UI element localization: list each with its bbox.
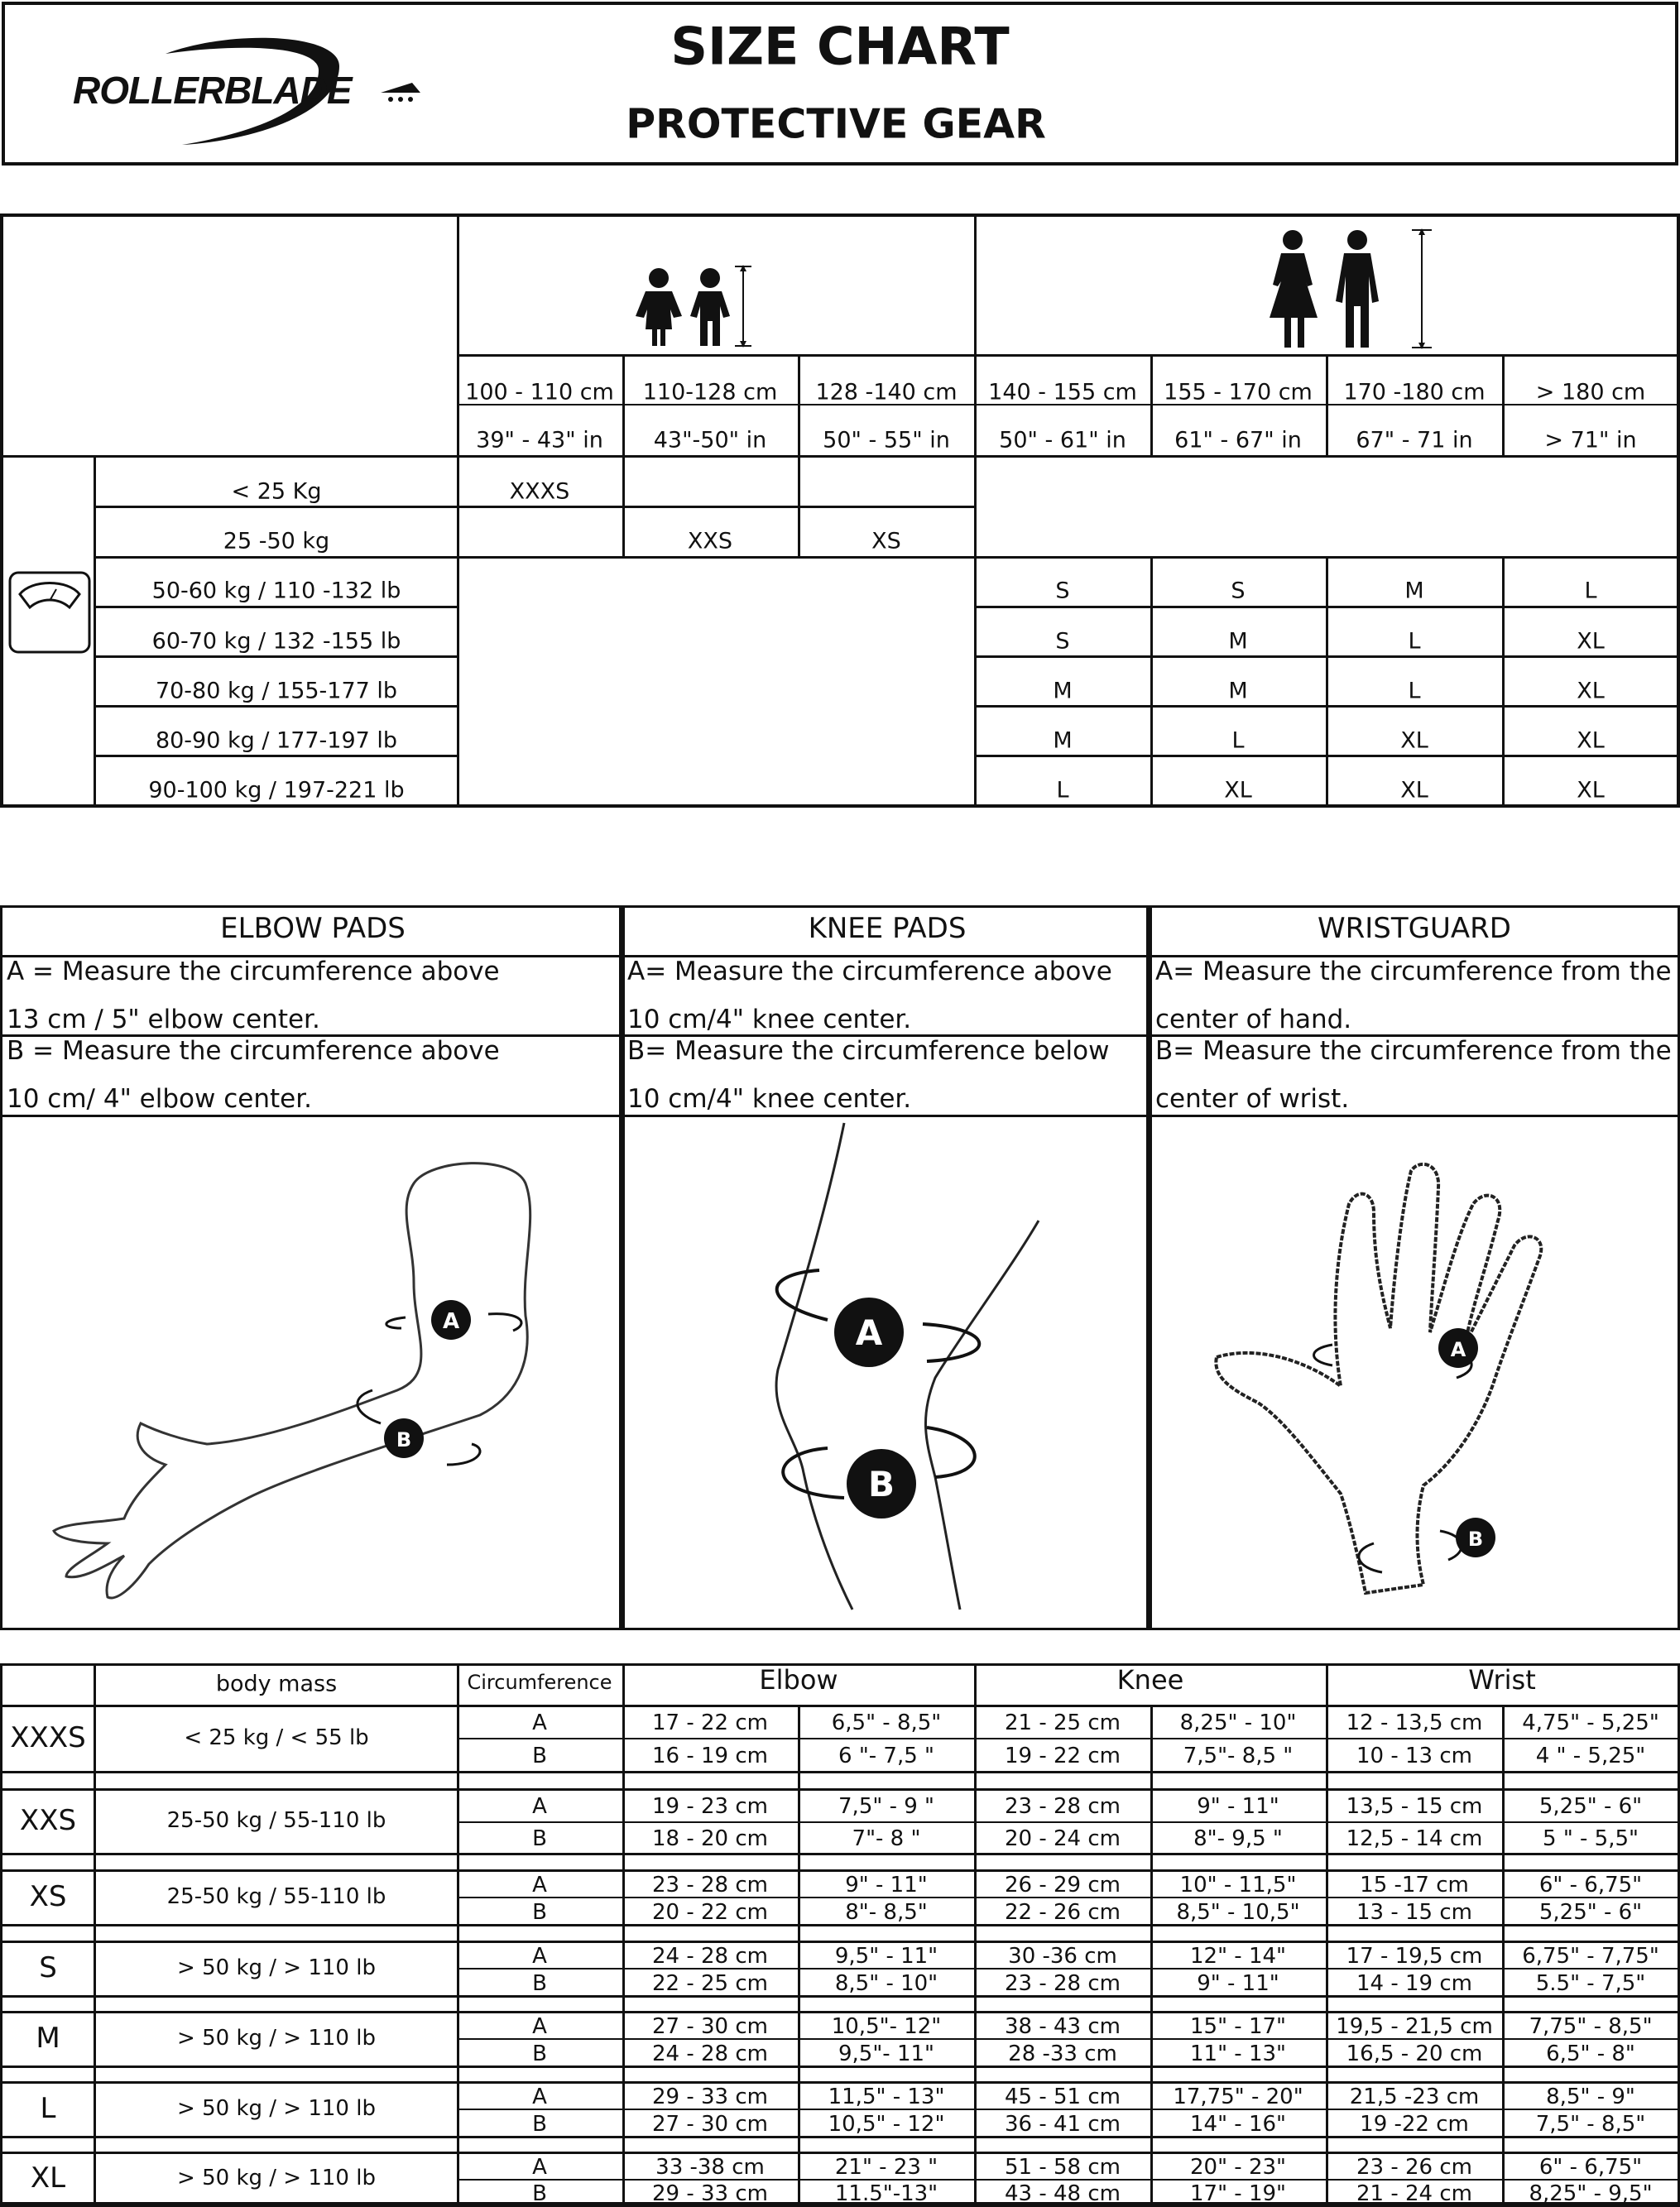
- circumference-a: A: [532, 1710, 547, 1735]
- circumference-a: A: [532, 2013, 547, 2039]
- marker-a-wrist: A: [1450, 1338, 1466, 1361]
- measure-value: 7"- 8 ": [852, 1826, 921, 1851]
- knee-instruction-b-2: 10 cm/4" knee center.: [627, 1084, 912, 1114]
- measure-value: 15 -17 cm: [1360, 1872, 1469, 1898]
- measure-value: 11.5"-13": [834, 2181, 938, 2206]
- elbow-arm-illustration: [50, 1150, 546, 1614]
- weight-row-7: 90-100 kg / 197-221 lb: [148, 777, 405, 804]
- measure-value: 23 - 28 cm: [1005, 1970, 1121, 1996]
- measure-value: 27 - 30 cm: [652, 2013, 768, 2039]
- adult-size: L: [1408, 678, 1421, 704]
- adult-size: XL: [1400, 777, 1428, 804]
- measure-value: 13,5 - 15 cm: [1346, 1794, 1483, 1819]
- height-in-2: 43"-50" in: [653, 427, 767, 453]
- weight-row-2: 25 -50 kg: [223, 528, 330, 554]
- measure-value: 6,75" - 7,75": [1522, 1943, 1659, 1969]
- scale-icon: [7, 569, 93, 655]
- measure-value: 6" - 6,75": [1538, 2154, 1643, 2180]
- measure-value: 8"- 8,5": [845, 1899, 928, 1925]
- adult-size: S: [1055, 628, 1070, 655]
- size-body-mass: > 50 kg / > 110 lb: [177, 1955, 376, 1980]
- adult-size: M: [1404, 578, 1424, 604]
- circumference-b: B: [532, 2181, 547, 2206]
- adults-height-icon: [1258, 227, 1440, 351]
- kid-size-xxs: XXS: [687, 528, 733, 554]
- measure-value: 7,75" - 8,5": [1529, 2013, 1653, 2039]
- adult-size: L: [1408, 628, 1421, 655]
- measure-value: 12 - 13,5 cm: [1346, 1710, 1483, 1735]
- circumference-a: A: [532, 1943, 547, 1969]
- kid-size-xs: XS: [871, 528, 901, 554]
- measure-value: 19 -22 cm: [1360, 2111, 1469, 2137]
- measure-value: 28 -33 cm: [1008, 2041, 1117, 2066]
- measure-value: 29 - 33 cm: [652, 2084, 768, 2109]
- wristguard-title: WRISTGUARD: [1318, 912, 1511, 945]
- adult-size: M: [1228, 678, 1248, 704]
- adult-size: L: [1231, 727, 1245, 754]
- measure-value: 9" - 11": [845, 1872, 928, 1898]
- knee-leg-illustration: [745, 1121, 1059, 1614]
- measure-value: 9" - 11": [1197, 1970, 1279, 1996]
- elbow-instruction-b-1: B = Measure the circumference above: [7, 1036, 500, 1066]
- measure-value: 10 - 13 cm: [1356, 1744, 1472, 1768]
- marker-b-knee: B: [867, 1464, 895, 1504]
- page-subtitle: PROTECTIVE GEAR: [626, 100, 1046, 148]
- elbow-instruction-b-2: 10 cm/ 4" elbow center.: [7, 1084, 312, 1114]
- adult-size: L: [1584, 578, 1597, 604]
- height-cm-1: 100 - 110 cm: [465, 379, 614, 405]
- size-body-mass: > 50 kg / > 110 lb: [177, 2166, 376, 2190]
- measure-value: 5.5" - 7,5": [1535, 1970, 1646, 1996]
- measure-value: 19,5 - 21,5 cm: [1336, 2013, 1493, 2039]
- measure-value: 13 - 15 cm: [1356, 1899, 1472, 1925]
- measure-value: 27 - 30 cm: [652, 2111, 768, 2137]
- weight-row-6: 80-90 kg / 177-197 lb: [155, 727, 398, 754]
- measure-value: 6 "- 7,5 ": [838, 1744, 934, 1768]
- weight-row-5: 70-80 kg / 155-177 lb: [155, 678, 398, 704]
- header-knee: Knee: [1116, 1664, 1184, 1696]
- height-cm-5: 155 - 170 cm: [1164, 379, 1313, 405]
- weight-row-4: 60-70 kg / 132 -155 lb: [151, 628, 401, 655]
- elbow-instruction-a-2: 13 cm / 5" elbow center.: [7, 1005, 320, 1034]
- size-body-mass: > 50 kg / > 110 lb: [177, 2096, 376, 2121]
- measure-value: 4,75" - 5,25": [1522, 1710, 1659, 1735]
- measure-value: 14" - 16": [1190, 2111, 1286, 2137]
- knee-instruction-b-1: B= Measure the circumference below: [627, 1036, 1110, 1066]
- header-circumference: Circumference: [467, 1671, 612, 1694]
- measure-value: 20 - 24 cm: [1005, 1826, 1121, 1851]
- measure-value: 14 - 19 cm: [1356, 1970, 1472, 1996]
- adult-size: XL: [1577, 628, 1605, 655]
- measure-value: 4 " - 5,25": [1535, 1744, 1646, 1768]
- height-cm-2: 110-128 cm: [642, 379, 778, 405]
- marker-a-elbow: A: [442, 1309, 460, 1334]
- height-cm-7: > 180 cm: [1535, 379, 1646, 405]
- height-in-6: 67" - 71 in: [1356, 427, 1473, 453]
- circumference-a: A: [532, 1794, 547, 1819]
- measure-value: 8,25" - 9,5": [1529, 2181, 1653, 2206]
- size-label: XL: [30, 2161, 66, 2195]
- measure-value: 17,75" - 20": [1173, 2084, 1303, 2109]
- size-body-mass: 25-50 kg / 55-110 lb: [166, 1808, 386, 1833]
- size-label: XS: [29, 1880, 67, 1913]
- measure-value: 45 - 51 cm: [1005, 2084, 1121, 2109]
- measure-value: 21" - 23 ": [834, 2154, 938, 2180]
- marker-b-wrist: B: [1467, 1528, 1484, 1551]
- marker-b-elbow: B: [396, 1428, 412, 1451]
- measure-value: 23 - 28 cm: [1005, 1794, 1121, 1819]
- height-in-7: > 71" in: [1544, 427, 1637, 453]
- adult-size: M: [1053, 727, 1073, 754]
- hand-wrist-illustration: [1208, 1154, 1639, 1601]
- measure-value: 7,5" - 9 ": [838, 1794, 934, 1819]
- size-label: XXXS: [10, 1721, 86, 1754]
- size-label: S: [39, 1951, 57, 1984]
- measure-value: 21 - 25 cm: [1005, 1710, 1121, 1735]
- page-title: SIZE CHART: [670, 16, 1010, 77]
- logo-wordmark: ROLLERBLADE: [73, 69, 352, 112]
- circumference-a: A: [532, 2154, 547, 2180]
- measure-value: 20" - 23": [1190, 2154, 1286, 2180]
- measure-value: 20 - 22 cm: [652, 1899, 768, 1925]
- measure-value: 43 - 48 cm: [1005, 2181, 1121, 2206]
- header-elbow: Elbow: [759, 1664, 838, 1696]
- measure-value: 8,5" - 9": [1546, 2084, 1635, 2109]
- measure-value: 33 -38 cm: [655, 2154, 765, 2180]
- size-body-mass: 25-50 kg / 55-110 lb: [166, 1884, 386, 1909]
- height-in-4: 50" - 61" in: [999, 427, 1126, 453]
- measure-value: 6,5" - 8,5": [831, 1710, 942, 1735]
- measure-value: 21 - 24 cm: [1356, 2181, 1472, 2206]
- measure-value: 6" - 6,75": [1538, 1872, 1643, 1898]
- kid-size-xxxs: XXXS: [509, 478, 570, 505]
- weight-row-3: 50-60 kg / 110 -132 lb: [151, 578, 401, 604]
- weight-row-1: < 25 Kg: [231, 478, 322, 505]
- measure-value: 24 - 28 cm: [652, 2041, 768, 2066]
- adult-size: XL: [1577, 777, 1605, 804]
- circumference-b: B: [532, 1826, 547, 1851]
- measure-value: 9" - 11": [1197, 1794, 1279, 1819]
- elbow-pads-title: ELBOW PADS: [220, 912, 406, 945]
- measure-value: 15" - 17": [1190, 2013, 1286, 2039]
- knee-pads-title: KNEE PADS: [808, 912, 967, 945]
- measure-value: 7,5"- 8,5 ": [1183, 1744, 1294, 1768]
- kids-height-icon: [629, 263, 761, 349]
- circumference-b: B: [532, 2041, 547, 2066]
- measure-value: 18 - 20 cm: [652, 1826, 768, 1851]
- measure-value: 11" - 13": [1190, 2041, 1286, 2066]
- height-cm-3: 128 -140 cm: [815, 379, 958, 405]
- adult-size: S: [1231, 578, 1246, 604]
- measure-value: 22 - 26 cm: [1005, 1899, 1121, 1925]
- measure-value: 17 - 19,5 cm: [1346, 1943, 1483, 1969]
- measure-value: 9,5" - 11": [834, 1943, 938, 1969]
- adult-size: XL: [1224, 777, 1252, 804]
- measure-value: 17 - 22 cm: [652, 1710, 768, 1735]
- measure-value: 36 - 41 cm: [1005, 2111, 1121, 2137]
- height-in-5: 61" - 67" in: [1174, 427, 1302, 453]
- adult-size: L: [1056, 777, 1069, 804]
- measure-value: 26 - 29 cm: [1005, 1872, 1121, 1898]
- wrist-instruction-b-1: B= Measure the circumference from the: [1155, 1036, 1672, 1066]
- measure-value: 11,5" - 13": [828, 2084, 945, 2109]
- height-in-1: 39" - 43" in: [476, 427, 603, 453]
- measure-value: 30 -36 cm: [1008, 1943, 1117, 1969]
- height-cm-4: 140 - 155 cm: [988, 379, 1137, 405]
- marker-a-knee: A: [855, 1312, 883, 1353]
- measure-value: 10" - 11,5": [1179, 1872, 1297, 1898]
- measure-value: 8,5" - 10,5": [1176, 1899, 1300, 1925]
- header-body-mass: body mass: [215, 1671, 338, 1697]
- measure-value: 12" - 14": [1190, 1943, 1286, 1969]
- circumference-b: B: [532, 1970, 547, 1996]
- measure-value: 8"- 9,5 ": [1193, 1826, 1283, 1851]
- measure-value: 10,5" - 12": [828, 2111, 945, 2137]
- adult-size: XL: [1400, 727, 1428, 754]
- measure-value: 19 - 23 cm: [652, 1794, 768, 1819]
- size-label: L: [40, 2092, 56, 2125]
- height-cm-6: 170 -180 cm: [1343, 379, 1486, 405]
- measure-value: 7,5" - 8,5": [1535, 2111, 1646, 2137]
- measure-value: 8,25" - 10": [1179, 1710, 1297, 1735]
- elbow-instruction-a-1: A = Measure the circumference above: [7, 957, 500, 986]
- measure-value: 17" - 19": [1190, 2181, 1286, 2206]
- measure-value: 51 - 58 cm: [1005, 2154, 1121, 2180]
- measure-value: 9,5"- 11": [838, 2041, 934, 2066]
- measure-value: 38 - 43 cm: [1005, 2013, 1121, 2039]
- measure-value: 21,5 -23 cm: [1349, 2084, 1480, 2109]
- header-wrist: Wrist: [1468, 1664, 1536, 1696]
- wrist-instruction-b-2: center of wrist.: [1155, 1084, 1350, 1114]
- circumference-b: B: [532, 1899, 547, 1925]
- measure-value: 29 - 33 cm: [652, 2181, 768, 2206]
- adult-size: XL: [1577, 678, 1605, 704]
- measure-value: 5,25" - 6": [1538, 1794, 1643, 1819]
- circumference-a: A: [532, 1872, 547, 1898]
- wrist-instruction-a-1: A= Measure the circumference from the: [1155, 957, 1672, 986]
- measure-value: 19 - 22 cm: [1005, 1744, 1121, 1768]
- size-label: M: [36, 2022, 60, 2055]
- measure-value: 23 - 26 cm: [1356, 2154, 1472, 2180]
- measure-value: 16,5 - 20 cm: [1346, 2041, 1483, 2066]
- measure-value: 23 - 28 cm: [652, 1872, 768, 1898]
- measure-value: 5 " - 5,5": [1543, 1826, 1639, 1851]
- measure-value: 6,5" - 8": [1546, 2041, 1635, 2066]
- adult-size: M: [1053, 678, 1073, 704]
- measure-value: 12,5 - 14 cm: [1346, 1826, 1483, 1851]
- measure-value: 8,5" - 10": [834, 1970, 938, 1996]
- circumference-b: B: [532, 2111, 547, 2137]
- size-body-mass: < 25 kg / < 55 lb: [184, 1725, 369, 1750]
- wrist-instruction-a-2: center of hand.: [1155, 1005, 1352, 1034]
- adult-size: M: [1228, 628, 1248, 655]
- measure-value: 5,25" - 6": [1538, 1899, 1643, 1925]
- adult-size: XL: [1577, 727, 1605, 754]
- adult-size: S: [1055, 578, 1070, 604]
- measure-value: 16 - 19 cm: [652, 1744, 768, 1768]
- size-label: XXS: [19, 1804, 77, 1837]
- measure-value: 22 - 25 cm: [652, 1970, 768, 1996]
- height-in-3: 50" - 55" in: [823, 427, 950, 453]
- knee-instruction-a-2: 10 cm/4" knee center.: [627, 1005, 912, 1034]
- knee-instruction-a-1: A= Measure the circumference above: [627, 957, 1112, 986]
- size-body-mass: > 50 kg / > 110 lb: [177, 2026, 376, 2051]
- circumference-a: A: [532, 2084, 547, 2109]
- circumference-b: B: [532, 1744, 547, 1768]
- rollerblade-logo: [66, 33, 430, 153]
- measure-value: 10,5"- 12": [831, 2013, 942, 2039]
- measure-value: 24 - 28 cm: [652, 1943, 768, 1969]
